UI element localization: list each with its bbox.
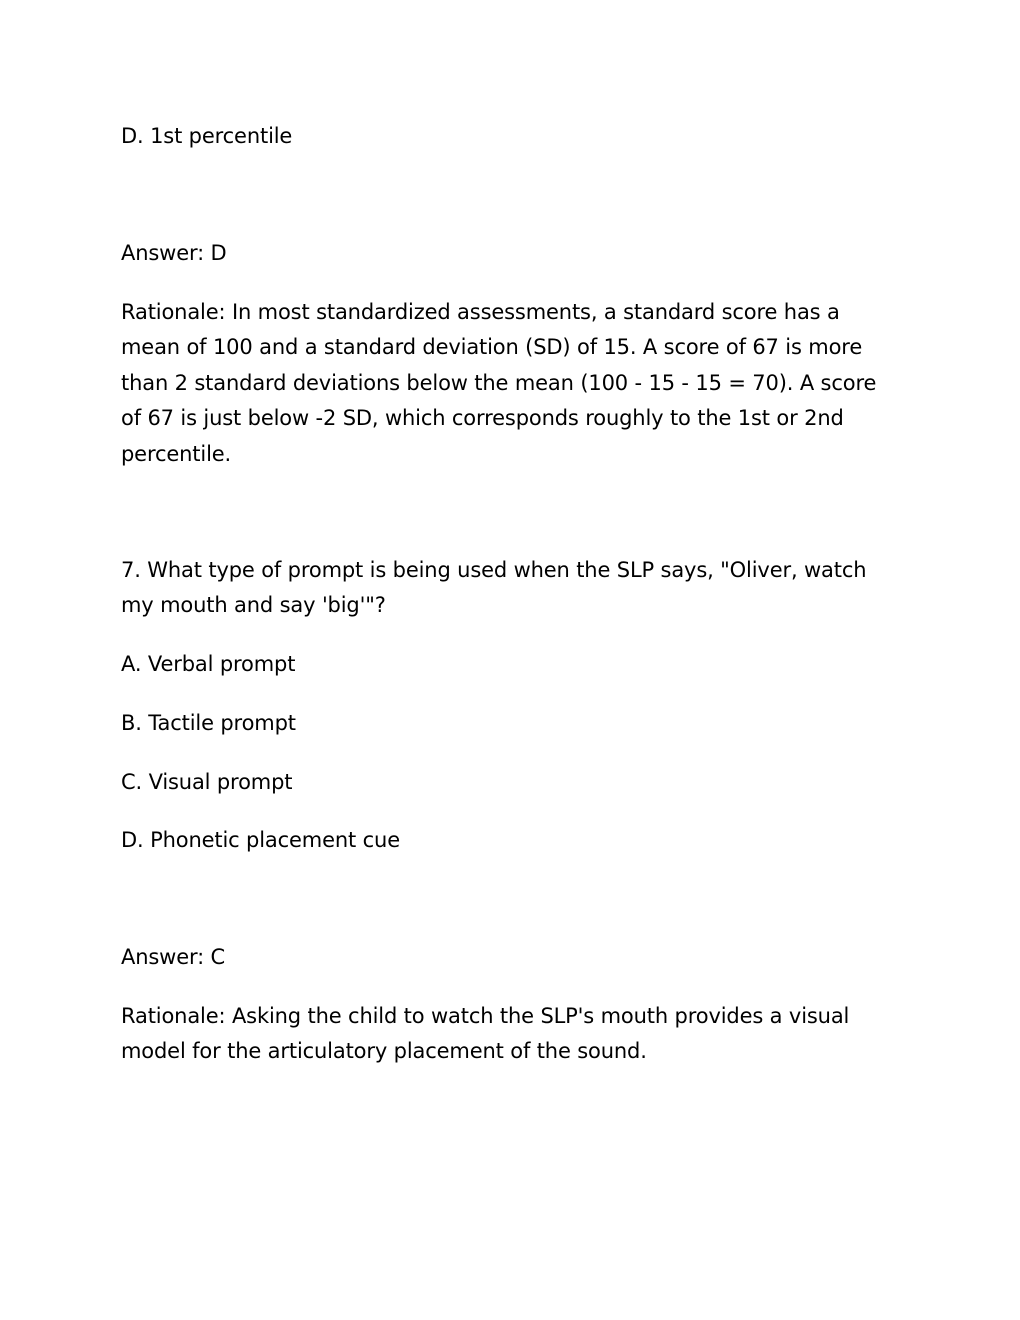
option-b: B. Tactile prompt [121, 711, 296, 735]
answer-question-7: Answer: C [121, 945, 226, 969]
rationale-previous [121, 295, 911, 472]
question-line: my mouth and say 'big'"? [121, 593, 386, 618]
rationale-line: model for the articulatory placement of the sound. [121, 1039, 647, 1064]
option-d: D. Phonetic placement cue [121, 828, 400, 852]
rationale-line: Rationale: In most standardized assessments, a standard score has a [121, 300, 840, 324]
option-a: A. Verbal prompt [121, 652, 296, 676]
rationale-line: Rationale: Asking the child to watch the SLP's mouth provides a visual [121, 1004, 850, 1028]
rationale-line: mean of 100 and a standard deviation (SD) of 15. A score of 67 is more [121, 335, 863, 360]
rationale-line: percentile. [121, 441, 232, 466]
question-7-text [121, 553, 911, 624]
option-c: C. Visual prompt [121, 770, 293, 794]
rationale-question-7 [121, 999, 911, 1070]
rationale-line: of 67 is just below -2 SD, which corresponds roughly to the 1st or 2nd [121, 406, 844, 431]
question-line: 7. What type of prompt is being used when the SLP says, "Oliver, watch [121, 558, 867, 582]
rationale-line: than 2 standard deviations below the mean (100 - 15 - 15 = 70). A score [121, 370, 877, 395]
answer-previous: Answer: D [121, 241, 227, 265]
option-d-previous: D. 1st percentile [121, 124, 293, 148]
